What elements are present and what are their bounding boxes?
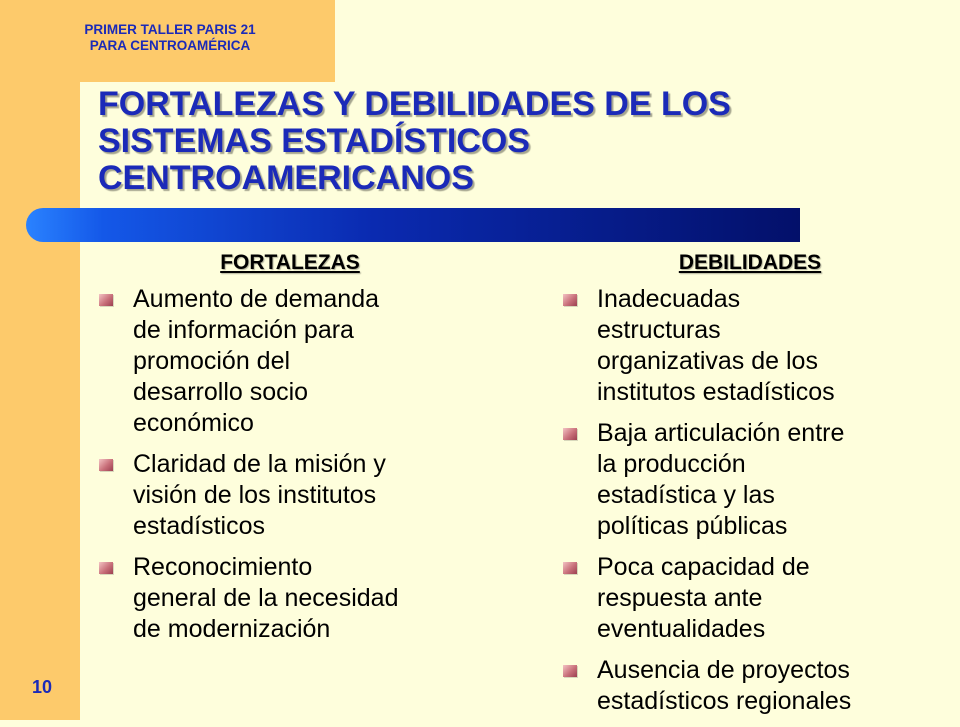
- list-item: [99, 449, 479, 542]
- left-decorative-band: [0, 0, 80, 720]
- square-bullet-icon: [563, 562, 577, 574]
- list-item-text-line: desarrollo socio: [133, 378, 309, 406]
- list-item: [563, 418, 953, 542]
- list-item-text-line: Ausencia de proyectos: [597, 656, 850, 684]
- workshop-label: [30, 22, 310, 54]
- list-item-text-line: Inadecuadas: [597, 285, 741, 313]
- list-item-text-line: Baja articulación entre: [597, 419, 845, 447]
- list-item-text-line: estadísticos: [133, 512, 266, 540]
- list-item-text-line: visión de los institutos: [133, 481, 377, 509]
- list-item-text-line: de modernización: [133, 615, 331, 643]
- list-item-text-line: Claridad de la misión y: [133, 450, 386, 478]
- list-item-text-line: de información para: [133, 316, 354, 344]
- weaknesses-heading: DEBILIDADES: [678, 251, 822, 274]
- workshop-label-line2: PARA CENTROAMÉRICA: [89, 38, 251, 53]
- weaknesses-list: [563, 284, 953, 727]
- square-bullet-icon: [99, 562, 113, 574]
- square-bullet-icon: [99, 459, 113, 471]
- list-item-text-line: eventualidades: [597, 615, 766, 643]
- list-item: [563, 655, 953, 717]
- title-line2: SISTEMAS ESTADÍSTICOS: [98, 122, 530, 160]
- list-item-text-line: respuesta ante: [597, 584, 763, 612]
- list-item-text-line: la producción: [597, 450, 746, 478]
- list-item: [563, 552, 953, 645]
- list-item: [99, 552, 479, 645]
- list-item-text-line: Aumento de demanda: [133, 285, 380, 313]
- list-item-text-line: promoción del: [133, 347, 291, 375]
- list-item-text-line: organizativas de los: [597, 347, 818, 375]
- list-item: [99, 284, 479, 439]
- list-item-text-line: estadística y las: [597, 481, 775, 509]
- list-item-text-line: Reconocimiento: [133, 553, 313, 581]
- list-item-text-line: estructuras: [597, 316, 721, 344]
- title-line3: CENTROAMERICANOS: [98, 159, 474, 197]
- title-line1: FORTALEZAS Y DEBILIDADES DE LOS: [98, 85, 731, 123]
- list-item-text-line: estadísticos regionales: [597, 687, 852, 715]
- list-item: [563, 284, 953, 408]
- square-bullet-icon: [99, 294, 113, 306]
- strengths-list: [99, 284, 479, 655]
- list-item-text-line: Poca capacidad de: [597, 553, 810, 581]
- list-item-text-line: económico: [133, 409, 254, 437]
- list-item-text-line: institutos estadísticos: [597, 378, 835, 406]
- square-bullet-icon: [563, 294, 577, 306]
- square-bullet-icon: [563, 428, 577, 440]
- title-underline-bar: [26, 208, 800, 242]
- workshop-label-line1: PRIMER TALLER PARIS 21: [84, 22, 256, 37]
- strengths-heading: FORTALEZAS: [220, 251, 360, 274]
- page-number: 10: [31, 677, 53, 697]
- list-item-text-line: políticas públicas: [597, 512, 788, 540]
- square-bullet-icon: [563, 665, 577, 677]
- slide-title: [98, 86, 858, 197]
- list-item-text-line: general de la necesidad: [133, 584, 399, 612]
